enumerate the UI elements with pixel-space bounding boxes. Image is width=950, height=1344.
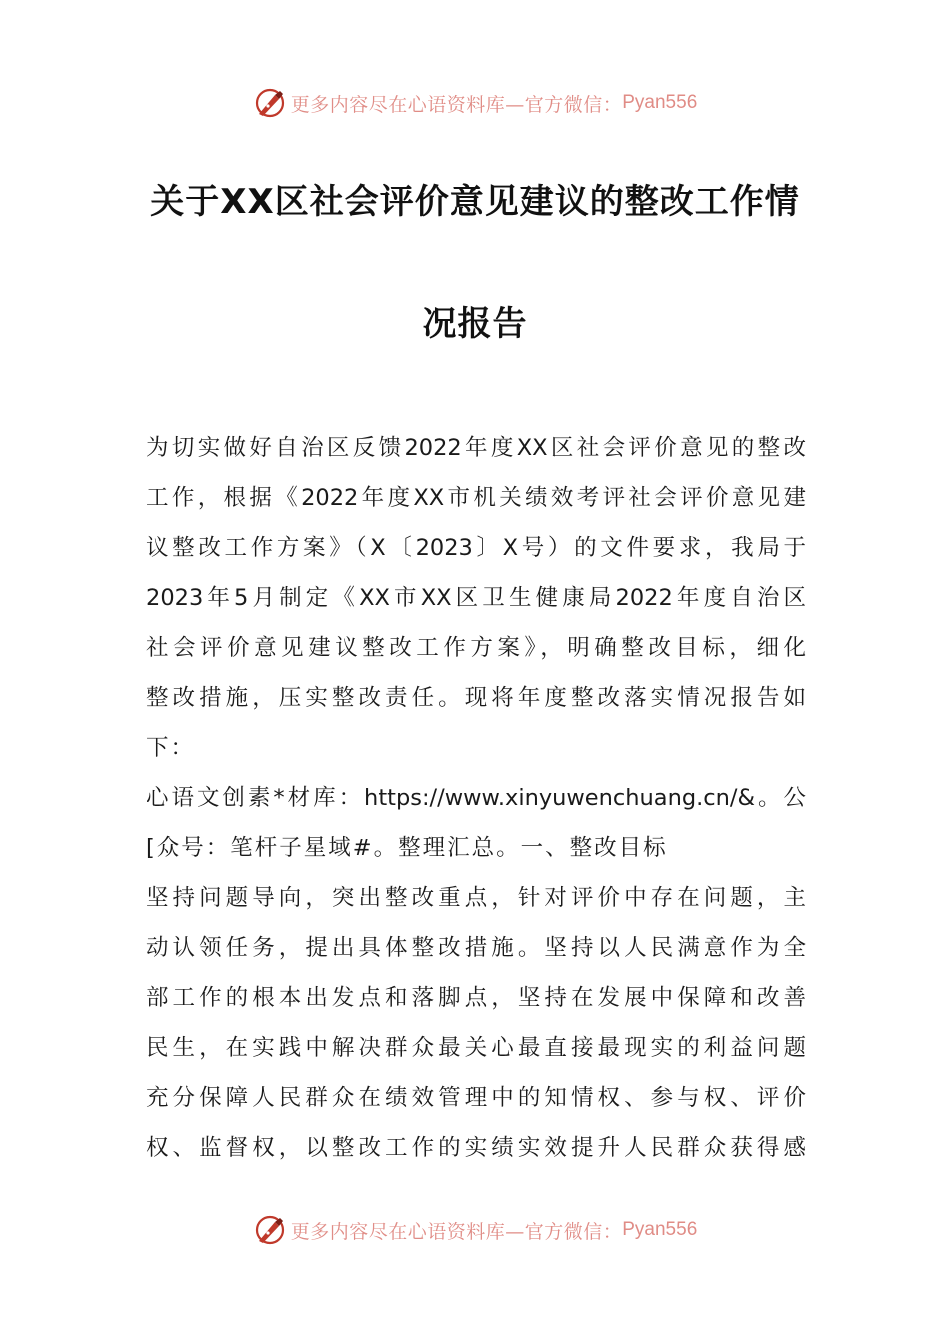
body-line: 2023年5月制定《XX市XX区卫生健康局2022年度自治区 (146, 585, 806, 611)
body-line: 社会评价意见建议整改工作方案》，明确整改目标，细化 (146, 635, 806, 661)
pen-nib-circle-icon (253, 1213, 287, 1247)
body-line: 坚持问题导向，突出整改重点，针对评价中存在问题，主 (146, 885, 806, 911)
document-body (146, 428, 806, 1178)
body-line: 整改措施，压实整改责任。现将年度整改落实情况报告如 (146, 685, 806, 711)
body-line: 议整改工作方案》（X〔2023〕X号）的文件要求，我局于 (146, 535, 806, 561)
watermark-banner-bottom (0, 1210, 950, 1250)
body-line: 下： (146, 735, 196, 761)
document-title-line-2: 况报告 (422, 304, 528, 344)
body-line: 部工作的根本出发点和落脚点，坚持在发展中保障和改善 (146, 985, 806, 1011)
body-line: 心语文创素*材库：https://www.xinyuwenchuang.cn/&。公 (146, 785, 806, 811)
document-title-line-1: 关于XX区社会评价意见建议的整改工作情 (150, 182, 800, 222)
body-line: 动认领任务，提出具体整改措施。坚持以人民满意作为全 (146, 935, 806, 961)
watermark-handle: Pyan556 (622, 92, 698, 113)
body-line: 充分保障人民群众在绩效管理中的知情权、参与权、评价 (146, 1085, 806, 1111)
body-line: 工作，根据《2022年度XX市机关绩效考评社会评价意见建 (146, 485, 806, 511)
body-line: 为切实做好自治区反馈2022年度XX区社会评价意见的整改 (146, 435, 806, 461)
watermark-handle: Pyan556 (622, 1219, 698, 1240)
watermark-text: 更多内容尽在心语资料库—官方微信： (290, 93, 623, 116)
body-line: 权、监督权，以整改工作的实绩实效提升人民群众获得感 (146, 1135, 806, 1161)
body-line: 民生，在实践中解决群众最关心最直接最现实的利益问题 (146, 1035, 806, 1061)
body-line: [众号：笔杆子星域#。整理汇总。一、整改目标 (146, 835, 668, 861)
watermark-text: 更多内容尽在心语资料库—官方微信： (290, 1220, 623, 1243)
watermark-banner-top (0, 83, 950, 123)
pen-nib-circle-icon (253, 86, 287, 120)
